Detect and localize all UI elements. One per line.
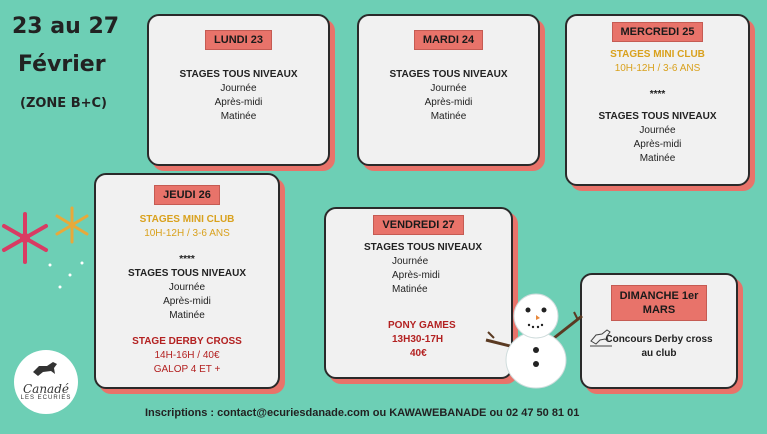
mercredi-separator: **** [649,89,666,100]
lundi-line: STAGES TOUS NIVEAUX [179,69,298,80]
jeudi-derby-title: STAGE DERBY CROSS [132,336,242,347]
jeudi-separator: **** [179,254,195,265]
mercredi-line: Après-midi [633,139,682,150]
jeudi-line: STAGES TOUS NIVEAUX [128,268,246,279]
jeudi-line: Journée [168,282,206,293]
header-dates: 23 au 27 [12,14,120,39]
mercredi-mini-time: 10H-12H / 3-6 ANS [614,63,701,74]
jeudi-derby-level: GALOP 4 ET + [153,364,221,375]
vendredi-line: Après-midi [392,270,440,281]
day-badge-mardi: MARDI 24 [414,30,483,50]
header-zone: (ZONE B+C) [20,96,107,111]
mercredi-mini-title: STAGES MINI CLUB [610,49,705,60]
jeudi-content [96,213,278,377]
mardi-line: Journée [430,83,467,94]
card-jeudi [94,173,280,389]
lundi-line: Après-midi [214,97,263,108]
horse-logo-icon [29,360,63,378]
mercredi-line: STAGES TOUS NIVEAUX [598,111,717,122]
lundi-content [149,68,328,124]
dimanche-text-line1: Concours Derby cross [605,334,713,345]
vendredi-pony-price: 40€ [410,348,427,359]
mardi-line: Matinée [430,111,467,122]
dimanche-label-line1: DIMANCHE 1er [619,290,699,302]
logo [14,350,78,414]
jeudi-derby-time: 14H-16H / 40€ [154,350,220,361]
card-lundi [147,14,330,166]
day-badge-mercredi: MERCREDI 25 [612,22,704,42]
jeudi-line: Matinée [169,310,205,321]
mardi-line: Après-midi [424,97,473,108]
jeudi-mini-title: STAGES MINI CLUB [139,214,235,225]
card-dimanche [580,273,738,389]
footer-contact: Inscriptions : contact@ecuriesdanade.com ou KAWAWEBANADE ou 02 47 50 81 01 [145,407,580,419]
card-mercredi [565,14,750,186]
snow-dots-icon [40,255,90,295]
day-badge-lundi: LUNDI 23 [205,30,272,50]
day-badge-vendredi: VENDREDI 27 [373,215,463,235]
snowflake-gold-icon [54,205,90,245]
vendredi-line: Journée [392,256,429,267]
day-badge-dimanche [611,285,708,321]
mercredi-content [567,48,748,166]
mercredi-line: Journée [639,125,676,136]
mardi-content [359,68,538,124]
vendredi-pony-title: PONY GAMES [388,320,456,331]
snowman-icon [478,282,588,392]
dimanche-text-line2: au club [641,348,677,359]
horse-jump-icon [588,327,614,349]
vendredi-line: Matinée [392,284,428,295]
vendredi-line: STAGES TOUS NIVEAUX [364,242,482,253]
jeudi-line: Après-midi [163,296,211,307]
dimanche-label-line2: MARS [642,304,676,316]
header-month: Février [18,52,106,77]
mercredi-line: Matinée [639,153,676,164]
mardi-line: STAGES TOUS NIVEAUX [389,69,508,80]
jeudi-mini-time: 10H-12H / 3-6 ANS [144,228,230,239]
lundi-line: Journée [220,83,257,94]
vendredi-pony-time: 13H30-17H [392,334,444,345]
logo-text: Canadé [22,382,69,396]
logo-subtext: LES ECURIES [20,395,72,401]
day-badge-jeudi: JEUDI 26 [154,185,220,205]
lundi-line: Matinée [220,111,257,122]
card-mardi [357,14,540,166]
